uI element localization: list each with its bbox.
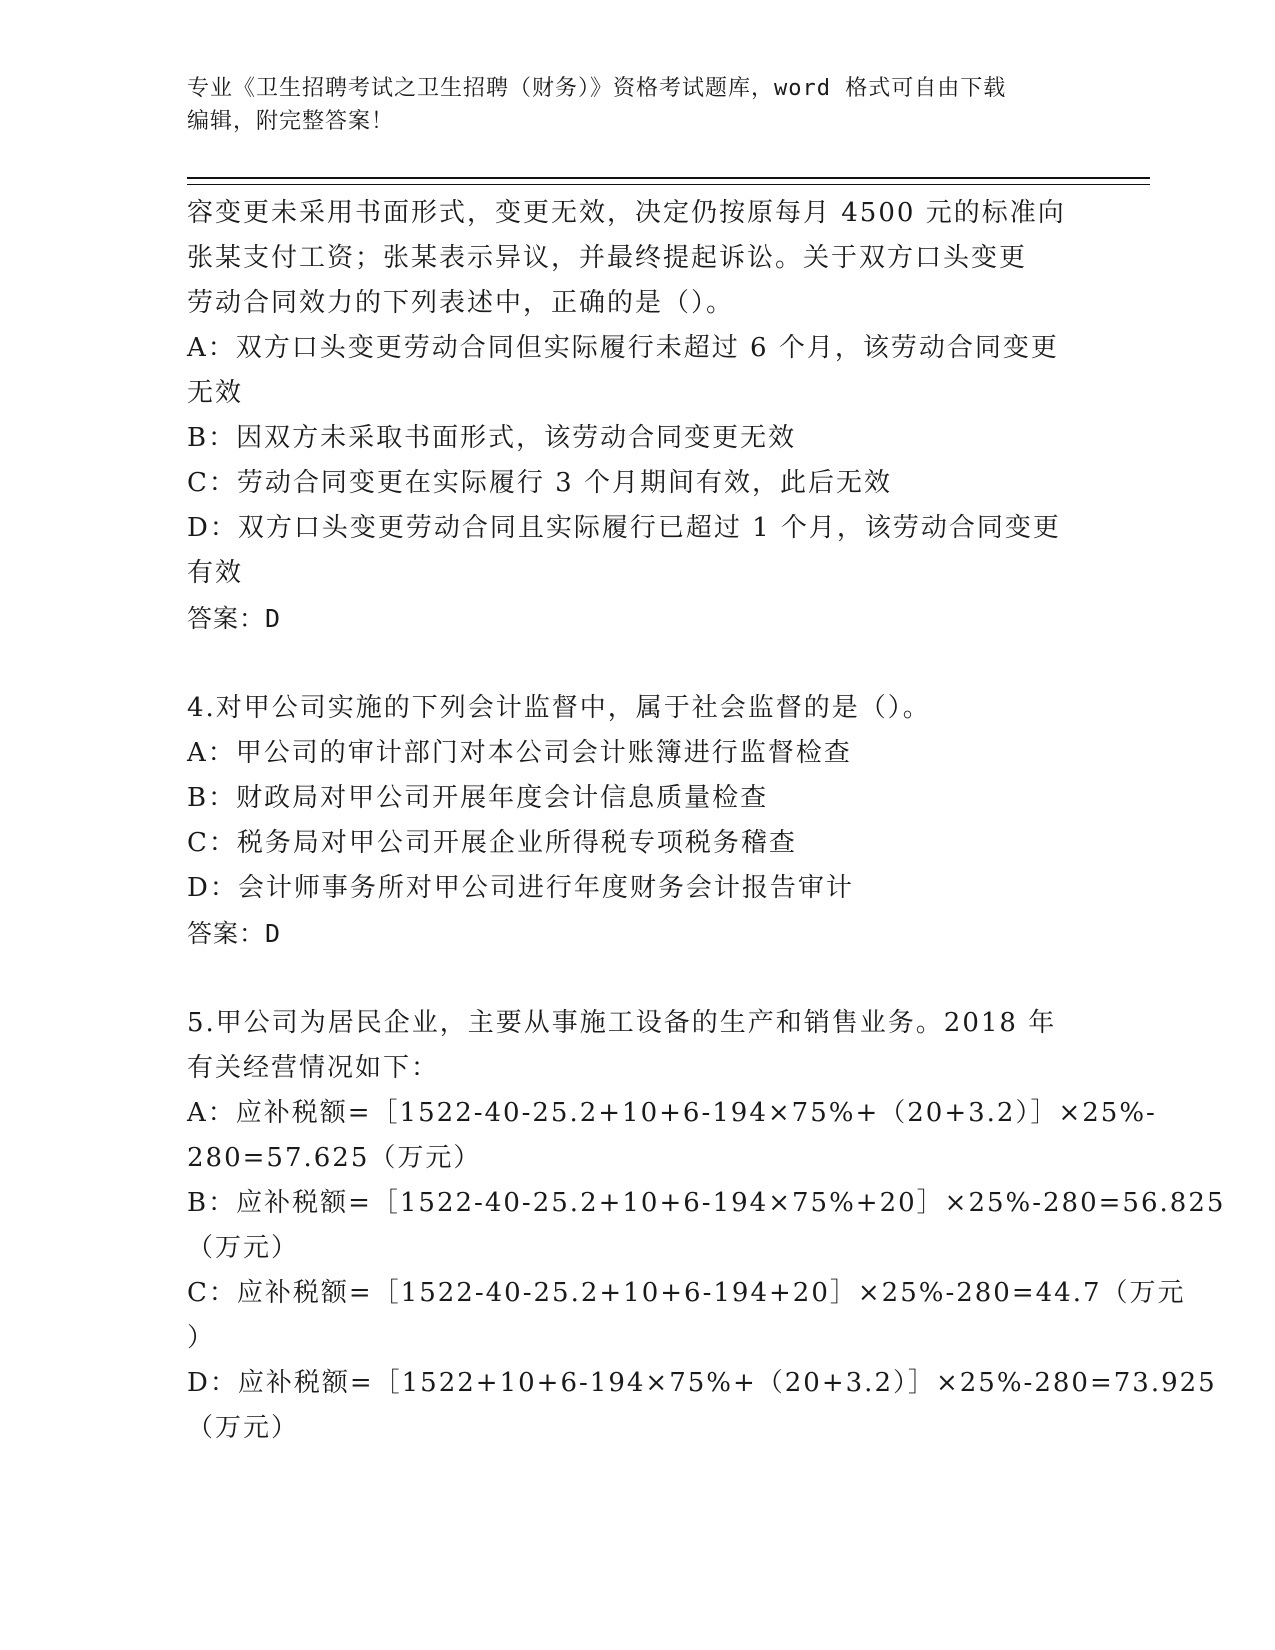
option-line: 280=57.625（万元）	[187, 1143, 482, 1173]
option-d	[187, 1361, 1217, 1451]
question-5	[187, 1001, 1226, 1451]
stem-line: 劳动合同效力的下列表述中，正确的是（）。	[187, 288, 735, 318]
stem-line: 有关经营情况如下：	[187, 1053, 440, 1083]
option-b: B：财政局对甲公司开展年度会计信息质量检查	[187, 783, 769, 813]
option-b	[187, 1181, 1226, 1271]
option-c: C：税务局对甲公司开展企业所得税专项税务稽查	[187, 828, 797, 858]
stem-line: 5.甲公司为居民企业，主要从事施工设备的生产和销售业务。2018 年	[187, 1008, 1057, 1038]
option-line: A：双方口头变更劳动合同但实际履行未超过 6 个月，该劳动合同变更	[187, 333, 1059, 363]
option-a	[187, 326, 1087, 416]
spacer	[187, 956, 1087, 1001]
document-header	[187, 72, 1067, 138]
option-line: B：因双方未采取书面形式，该劳动合同变更无效	[187, 423, 797, 453]
header-rule-thick	[187, 177, 1150, 179]
question-stem: 4.对甲公司实施的下列会计监督中，属于社会监督的是（）。	[187, 693, 931, 723]
stem-line: 容变更未采用书面形式，变更无效，决定仍按原每月 4500 元的标准向	[187, 198, 1066, 228]
option-line: 有效	[187, 558, 244, 588]
option-line: ）	[187, 1323, 216, 1353]
option-d	[187, 506, 1087, 596]
option-c	[187, 1271, 1186, 1361]
option-line: （万元）	[187, 1233, 300, 1263]
question-stem	[187, 1001, 1087, 1091]
option-line: （万元）	[187, 1413, 300, 1443]
answer: 答案：D	[187, 604, 282, 633]
header-line-1: 专业《卫生招聘考试之卫生招聘（财务）》资格考试题库，word 格式可自由下载	[187, 76, 1007, 101]
option-a	[187, 1091, 1157, 1181]
question-3	[187, 191, 1087, 641]
option-line: C：应补税额=［1522-40-25.2+10+6-194+20］×25%-280=44.7（万元	[187, 1278, 1186, 1308]
spacer	[187, 641, 1087, 686]
question-stem	[187, 191, 1087, 326]
option-line: A：应补税额=［1522-40-25.2+10+6-194×75%+（20+3.2）］×25%-	[187, 1098, 1157, 1128]
option-a: A：甲公司的审计部门对本公司会计账簿进行监督检查	[187, 738, 852, 768]
answer: 答案：D	[187, 919, 282, 948]
stem-line: 张某支付工资；张某表示异议，并最终提起诉讼。关于双方口头变更	[187, 243, 1028, 273]
header-line-2: 编辑，附完整答案！	[187, 109, 395, 134]
option-line: B：应补税额=［1522-40-25.2+10+6-194×75%+20］×25%-280=56.825	[187, 1188, 1226, 1218]
option-b	[187, 416, 1087, 461]
document-body	[187, 191, 1226, 1451]
option-d: D：会计师事务所对甲公司进行年度财务会计报告审计	[187, 873, 854, 903]
option-line: 无效	[187, 378, 244, 408]
question-4	[187, 686, 1087, 956]
header-rule-thin	[187, 184, 1150, 185]
option-line: D：应补税额=［1522+10+6-194×75%+（20+3.2）］×25%-280=73.925	[187, 1368, 1217, 1398]
option-line: D：双方口头变更劳动合同且实际履行已超过 1 个月，该劳动合同变更	[187, 513, 1061, 543]
option-c	[187, 461, 1087, 506]
option-line: C：劳动合同变更在实际履行 3 个月期间有效，此后无效	[187, 468, 892, 498]
